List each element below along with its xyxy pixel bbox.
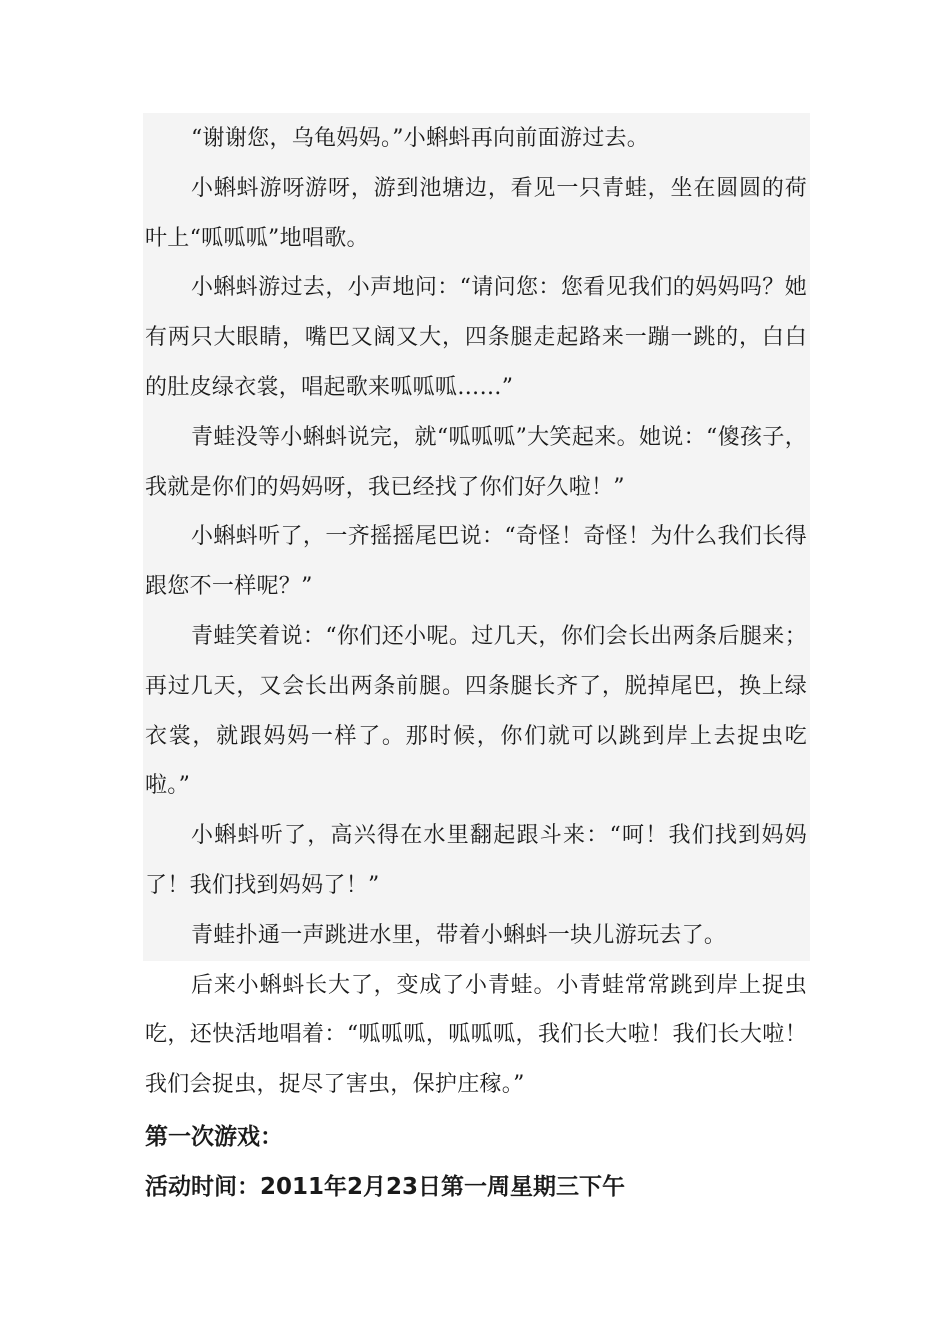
paragraph: 小蝌蚪游过去，小声地问：“请问您：您看见我们的妈妈吗？她有两只大眼睛，嘴巴又阔又大，四条腿走起路来一蹦一跳的，白白的肚皮绿衣裳，唱起歌来呱呱呱……” [145,275,807,400]
paragraph: 小蝌蚪听了，高兴得在水里翻起跟斗来：“呵！我们找到妈妈了！我们找到妈妈了！” [145,823,807,898]
story-text [145,114,807,1110]
activity-time: 活动时间：2011年2月23日第一周星期三下午 [145,1174,626,1200]
section-heading: 第一次游戏： [145,1124,283,1150]
paragraph: 小蝌蚪听了，一齐摇摇尾巴说：“奇怪！奇怪！为什么我们长得跟您不一样呢？” [145,524,807,600]
paragraph: 青蛙笑着说：“你们还小呢。过几天，你们会长出两条后腿来；再过几天，又会长出两条前腿。四条腿长齐了，脱掉尾巴，换上绿衣裳，就跟妈妈一样了。那时候，你们就可以跳到岸上去捉虫吃啦。” [145,623,807,799]
paragraph: 小蝌蚪游呀游呀，游到池塘边，看见一只青蛙，坐在圆圆的荷叶上“呱呱呱”地唱歌。 [145,175,807,251]
paragraph: 后来小蝌蚪长大了，变成了小青蛙。小青蛙常常跳到岸上捉虫吃，还快活地唱着：“呱呱呱，呱呱呱，我们长大啦！我们长大啦！我们会捉虫，捉尽了害虫，保护庄稼。” [145,972,807,1098]
paragraph: 青蛙扑通一声跳进水里，带着小蝌蚪一块儿游玩去了。 [191,922,727,948]
paragraph: 青蛙没等小蝌蚪说完，就“呱呱呱”大笑起来。她说：“傻孩子，我就是你们的妈妈呀，我已经找了你们好久啦！” [145,424,807,500]
paragraph: “谢谢您，乌龟妈妈。”小蝌蚪再向前面游过去。 [191,126,650,151]
